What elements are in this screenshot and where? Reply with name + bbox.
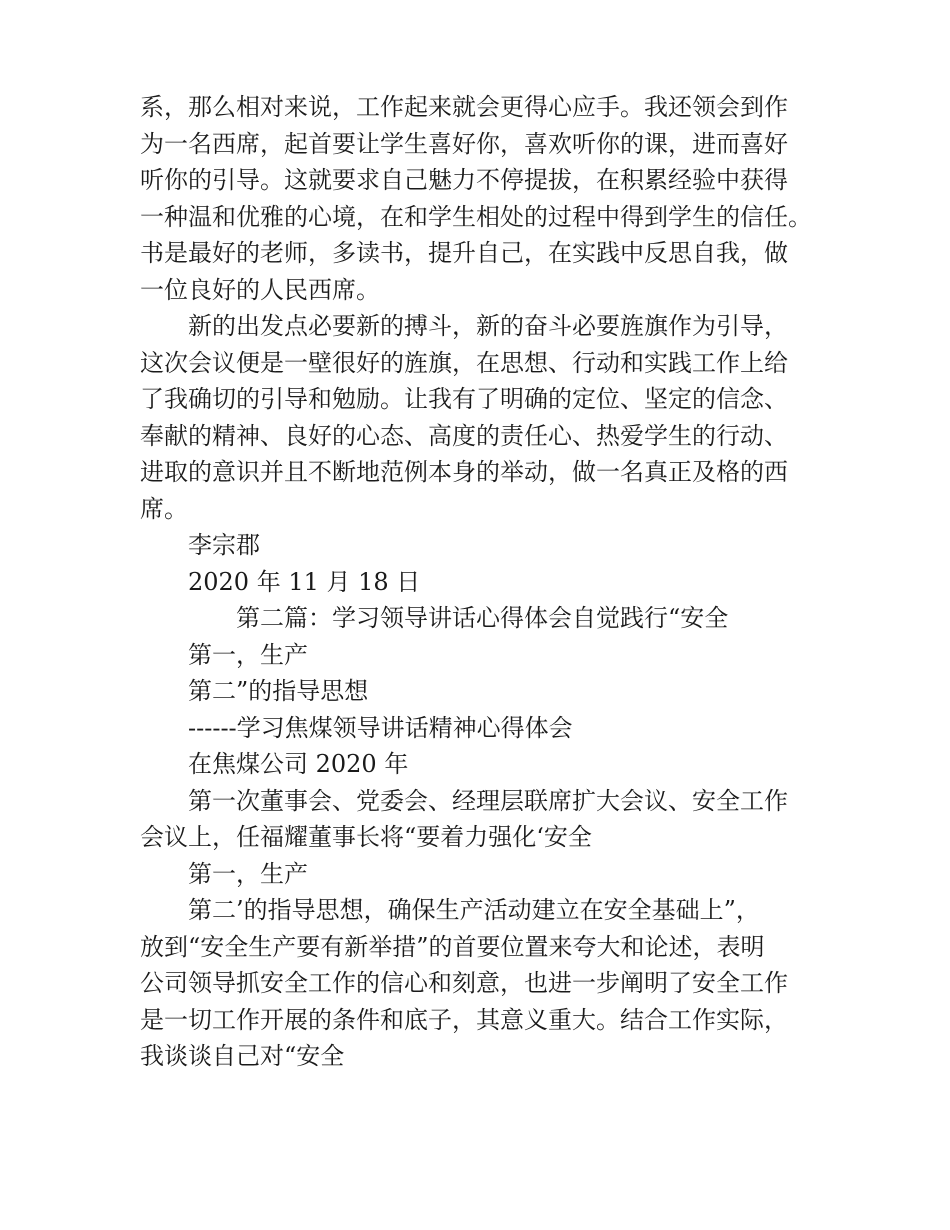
- text-line: 公司领导抓安全工作的信心和刻意，也进一步阐明了安全工作: [140, 969, 788, 997]
- section-heading: 第二篇：学习领导讲话心得体会自觉践行“安全: [236, 604, 729, 632]
- text-line: 奉献的精神、良好的心态、高度的责任心、热爱学生的行动、: [140, 421, 788, 450]
- text-line: 我谈谈自己对“安全: [140, 1042, 345, 1070]
- text-line: 为一名西席，起首要让学生喜好你，喜欢听你的课，进而喜好: [140, 129, 788, 158]
- text-line: 放到“安全生产要有新举措”的首要位置来夸大和论述，表明: [140, 932, 765, 961]
- text-line: 系，那么相对来说，工作起来就会更得心应手。我还领会到作: [140, 93, 788, 121]
- text-line: 第二”的指导思想: [188, 677, 369, 705]
- section-subtitle: ------学习焦煤领导讲话精神心得体会: [188, 713, 573, 742]
- document-date: 2020 年 11 月 18 日: [188, 567, 421, 596]
- text-line: 一种温和优雅的心境，在和学生相处的过程中得到学生的信任。: [140, 202, 812, 231]
- text-line: 在焦煤公司 2020 年: [188, 750, 409, 778]
- text-line: 席。: [140, 494, 188, 523]
- text-line: 第一次董事会、党委会、经理层联席扩大会议、安全工作: [188, 786, 788, 815]
- text-line: 第二’的指导思想，确保生产活动建立在安全基础上”，: [188, 896, 760, 924]
- text-line: 第一，生产: [188, 859, 308, 888]
- document-body: [140, 89, 820, 1075]
- text-line: 听你的引导。这就要求自己魅力不停提拔，在积累经验中获得: [140, 166, 788, 194]
- text-line: 新的出发点必要新的搏斗，新的奋斗必要旌旗作为引导，: [188, 312, 788, 340]
- text-line: 是一切工作开展的条件和底子，其意义重大。结合工作实际，: [140, 1005, 788, 1034]
- author-signature: 李宗郡: [188, 531, 260, 559]
- text-line: 这次会议便是一壁很好的旌旗，在思想、行动和实践工作上给: [140, 348, 788, 377]
- text-line: 一位良好的人民西席。: [140, 275, 380, 304]
- text-line: 了我确切的引导和勉励。让我有了明确的定位、坚定的信念、: [140, 385, 788, 413]
- text-line: 第一，生产: [188, 640, 308, 669]
- text-line: 书是最好的老师，多读书，提升自己，在实践中反思自我，做: [140, 239, 788, 267]
- text-line: 会议上，任福耀董事长将“要着力强化‘安全: [140, 823, 592, 851]
- text-line: 进取的意识并且不断地范例本身的举动，做一名真正及格的西: [140, 458, 788, 486]
